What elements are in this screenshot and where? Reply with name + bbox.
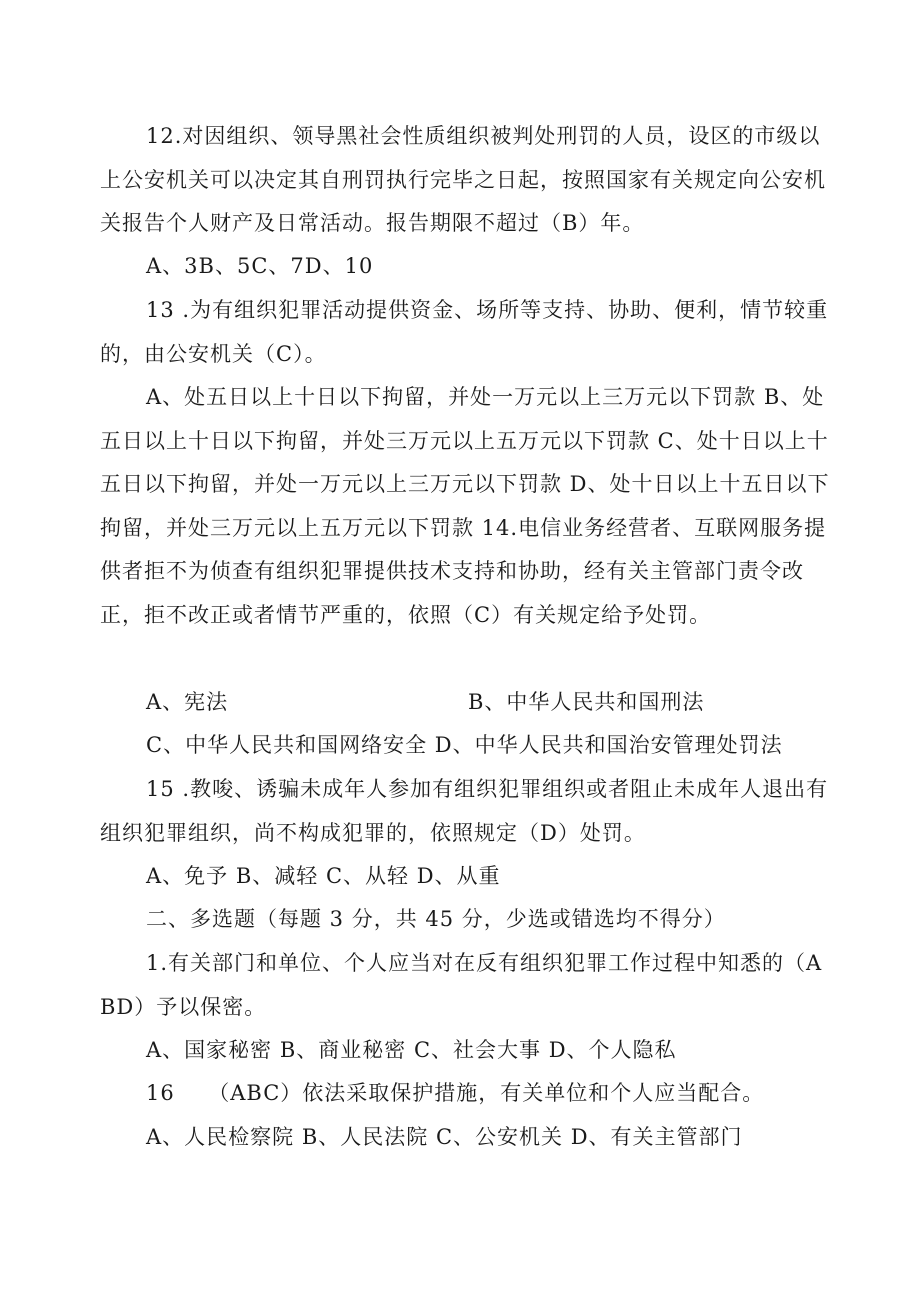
question-15: 15 .教唆、诱骗未成年人参加有组织犯罪组织或者阻止未成年人退出有组织犯罪组织，尚不构成犯罪的，依照规定（D）处罚。 — [100, 777, 829, 845]
question-14-option-b: B、中华人民共和国刑法 — [468, 690, 705, 714]
question-16-options: A、人民检察院 B、人民法院 C、公安机关 D、有关主管部门 — [146, 1125, 743, 1149]
question-12: 12.对因组织、领导黑社会性质组织被判处刑罚的人员，设区的市级以上公安机关可以决定其自刑罚执行完毕之日起，按照国家有关规定向公安机关报告个人财产及日常活动。报告期限不超过（B）年。 — [100, 124, 826, 235]
multi-question-1-options: A、国家秘密 B、商业秘密 C、社会大事 D、个人隐私 — [146, 1038, 677, 1062]
question-14-options-cd: C、中华人民共和国网络安全 D、中华人民共和国治安管理处罚法 — [146, 733, 783, 757]
question-13: 13 .为有组织犯罪活动提供资金、场所等支持、协助、便利，情节较重的，由公安机关（C）。 — [100, 298, 829, 366]
question-16: 16 （ABC）依法采取保护措施，有关单位和个人应当配合。 — [146, 1081, 765, 1105]
question-15-options: A、免予 B、减轻 C、从轻 D、从重 — [146, 864, 501, 888]
section-header-multiple-choice: 二、多选题（每题 3 分，共 45 分，少选或错选均不得分） — [146, 907, 726, 931]
question-13-options-and-question-14: A、处五日以上十日以下拘留，并处一万元以上三万元以下罚款 B、处五日以上十日以下拘留，并处三万元以上五万元以下罚款 C、处十日以上十五日以下拘留，并处一万元以上三万元以下罚款 D、处十日以上十五日以下拘留，并处三万元以上五万元以下罚款 14.电信业务经营者、互联网服务提供者拒不为侦查有组织犯罪提供技术支持和协助，经有关主管部门责令改正，拒不改正或者情节严重的，依照（C）有关规定给予处罚。 — [100, 385, 830, 627]
question-12-options: A、3B、5C、7D、10 — [146, 254, 374, 278]
question-14-option-a: A、宪法 — [146, 690, 229, 714]
multi-question-1: 1.有关部门和单位、个人应当对在反有组织犯罪工作过程中知悉的（ABD）予以保密。 — [100, 951, 823, 1019]
